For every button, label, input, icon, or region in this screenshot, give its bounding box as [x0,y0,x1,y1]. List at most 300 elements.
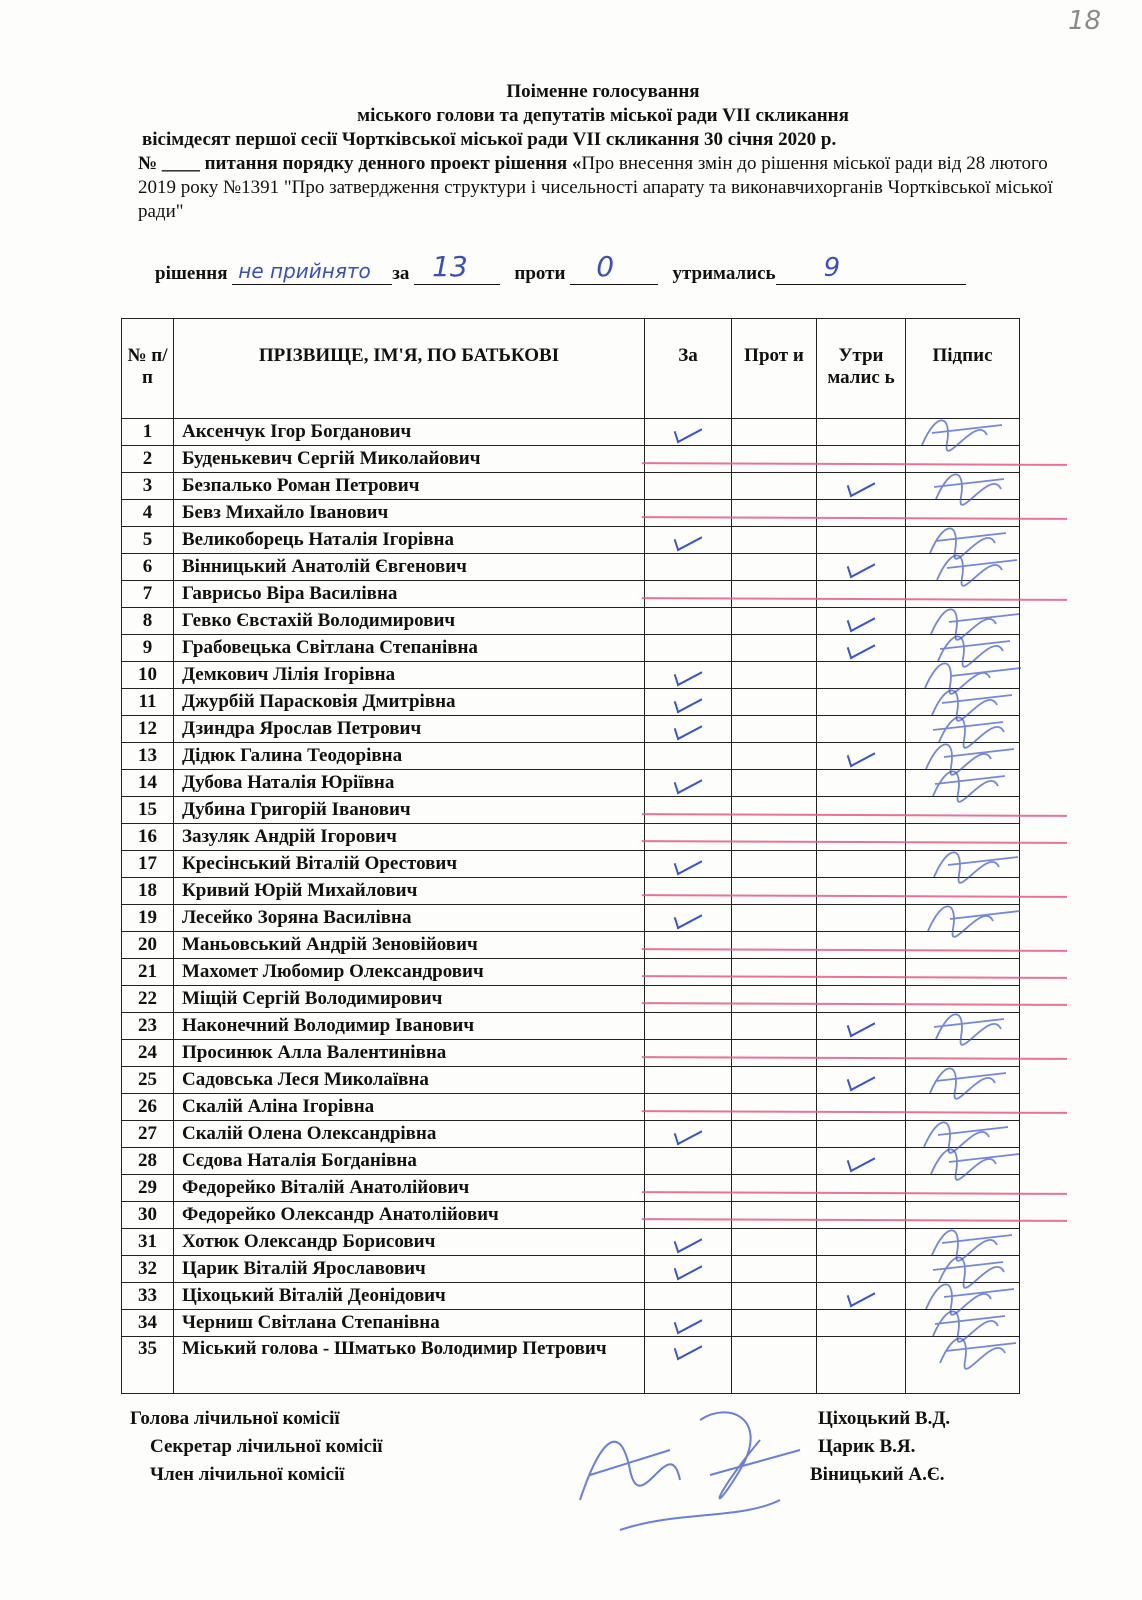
signature-cell [906,1337,1020,1394]
deputy-name: Буденькевич Сергій Миколайович [174,446,645,473]
table-row [122,743,1020,770]
deputy-name: Садовська Леся Миколаївна [174,1067,645,1094]
row-number: 9 [122,635,174,662]
vote-for-cell [645,1256,732,1283]
col-for-header: За [645,319,732,419]
row-number: 6 [122,554,174,581]
vote-for-cell [645,635,732,662]
deputy-name: Аксенчук Ігор Богданович [174,419,645,446]
document-header [138,80,1068,224]
table-row [122,446,1020,473]
vote-against-cell [732,446,817,473]
vote-against-cell [732,608,817,635]
table-row [122,527,1020,554]
vote-abstain-cell [817,797,906,824]
decision-line [155,250,966,285]
row-number: 10 [122,662,174,689]
vote-for-cell [645,419,732,446]
deputy-name: Безпалько Роман Петрович [174,473,645,500]
table-row [122,851,1020,878]
checkmark-icon [847,1013,875,1038]
for-count: 13 [432,250,468,283]
checkmark-icon [847,635,875,660]
secretary-name: Царик В.Я. [818,1436,916,1457]
abstain-count-field [776,253,966,285]
signature-cell [906,1202,1020,1229]
vote-against-cell [732,527,817,554]
vote-abstain-cell [817,419,906,446]
row-number: 20 [122,932,174,959]
vote-abstain-cell [817,1121,906,1148]
signature-cell [906,797,1020,824]
signature-cell [906,446,1020,473]
signature-cell [906,770,1020,797]
vote-against-cell [732,581,817,608]
vote-abstain-cell [817,500,906,527]
table-row [122,1040,1020,1067]
vote-against-cell [732,770,817,797]
checkmark-icon [674,419,702,444]
vote-abstain-cell [817,608,906,635]
table-row [122,1175,1020,1202]
deputy-name: Федорейко Олександр Анатолійович [174,1202,645,1229]
deputy-name: Черниш Світлана Степанівна [174,1310,645,1337]
vote-against-cell [732,851,817,878]
vote-against-cell [732,878,817,905]
signature-cell [906,473,1020,500]
row-number: 34 [122,1310,174,1337]
table-row [122,500,1020,527]
vote-against-cell [732,554,817,581]
row-number: 31 [122,1229,174,1256]
agenda-item [138,152,1068,224]
row-number: 33 [122,1283,174,1310]
row-number: 35 [122,1337,174,1394]
vote-for-cell [645,689,732,716]
deputy-name: Демкович Лілія Ігорівна [174,662,645,689]
table-row [122,608,1020,635]
vote-for-cell [645,554,732,581]
session-line: вісімдесят першої сесії Чортківської міської ради VII скликання 30 січня 2020 р. [142,129,837,150]
chair-name: Ціхоцький В.Д. [818,1408,951,1429]
vote-for-cell [645,608,732,635]
table-row [122,986,1020,1013]
member-name: Віницький А.Є. [810,1464,945,1485]
checkmark-icon [674,662,702,687]
vote-against-cell [732,1283,817,1310]
table-row [122,824,1020,851]
vote-abstain-cell [817,1148,906,1175]
vote-abstain-cell [817,986,906,1013]
vote-for-cell [645,770,732,797]
vote-against-cell [732,1202,817,1229]
table-row [122,473,1020,500]
table-row [122,878,1020,905]
agenda-item-title: Про внесення змін до рішення міської ради від 28 лютого 2019 року №1391 "Про затвердження структури і чисельності апарату та виконавчихорганів Чортківської міської ради" [138,153,1053,222]
vote-against-cell [732,500,817,527]
table-row [122,1283,1020,1310]
commission-signatures [560,1380,820,1540]
vote-for-cell [645,1040,732,1067]
abstain-count: 9 [823,253,841,283]
signature-cell [906,1013,1020,1040]
vote-for-cell [645,1094,732,1121]
table-row [122,1121,1020,1148]
vote-abstain-cell [817,1175,906,1202]
row-number: 14 [122,770,174,797]
signature-cell [906,554,1020,581]
vote-against-cell [732,1256,817,1283]
vote-against-cell [732,1040,817,1067]
deputy-name: Ціхоцький Віталій Деонідович [174,1283,645,1310]
signature-cell [906,1094,1020,1121]
decision-result-handwritten: не прийнято [238,259,371,283]
vote-abstain-cell [817,959,906,986]
checkmark-icon [674,1336,702,1361]
signature-cell [906,635,1020,662]
checkmark-icon [847,743,875,768]
vote-against-cell [732,473,817,500]
table-row [122,581,1020,608]
vote-against-cell [732,1013,817,1040]
signature-cell [906,878,1020,905]
row-number: 27 [122,1121,174,1148]
vote-for-cell [645,716,732,743]
vote-abstain-cell [817,770,906,797]
vote-against-cell [732,932,817,959]
deputy-name: Джурбій Парасковія Дмитрівна [174,689,645,716]
deputy-name: Грабовецька Світлана Степанівна [174,635,645,662]
table-row [122,1094,1020,1121]
vote-against-cell [732,689,817,716]
vote-abstain-cell [817,878,906,905]
row-number: 26 [122,1094,174,1121]
table-row [122,1337,1020,1394]
vote-against-cell [732,1148,817,1175]
secretary-label: Секретар лічильної комісії [150,1436,383,1457]
checkmark-icon [674,527,702,552]
row-number: 25 [122,1067,174,1094]
signature-cell [906,689,1020,716]
signature-cell [906,527,1020,554]
col-abstain-header: Утри малис ь [817,319,906,419]
table-row [122,1202,1020,1229]
vote-abstain-cell [817,1310,906,1337]
checkmark-icon [674,689,702,714]
against-count-field [570,250,658,285]
signature-cell [906,1148,1020,1175]
table-row [122,959,1020,986]
vote-against-cell [732,1310,817,1337]
row-number: 16 [122,824,174,851]
signature-cell [906,959,1020,986]
vote-for-cell [645,824,732,851]
table-row [122,635,1020,662]
vote-for-cell [645,1175,732,1202]
vote-for-cell [645,662,732,689]
table-row [122,797,1020,824]
row-number: 17 [122,851,174,878]
row-number: 29 [122,1175,174,1202]
abstain-label: утримались [672,263,776,284]
deputy-name: Дідюк Галина Теодорівна [174,743,645,770]
col-num-header: № п/п [122,319,174,419]
signature-cell [906,1040,1020,1067]
vote-abstain-cell [817,689,906,716]
signature-cell [906,662,1020,689]
vote-against-cell [732,959,817,986]
row-number: 1 [122,419,174,446]
signature-cell [906,743,1020,770]
vote-for-cell [645,878,732,905]
checkmark-icon [847,1067,875,1092]
table-row [122,1013,1020,1040]
vote-for-cell [645,527,732,554]
deputy-name: Кресінський Віталій Орестович [174,851,645,878]
signature-cell [906,905,1020,932]
checkmark-icon [847,608,875,633]
decision-result-field [232,259,392,285]
vote-for-cell [645,1013,732,1040]
vote-abstain-cell [817,1040,906,1067]
vote-abstain-cell [817,1229,906,1256]
vote-for-cell [645,1202,732,1229]
row-number: 30 [122,1202,174,1229]
vote-for-cell [645,986,732,1013]
checkmark-icon [674,1121,702,1146]
title: Поіменне голосування [506,81,700,102]
vote-for-cell [645,797,732,824]
roll-call-table [121,318,1020,1394]
deputy-name: Міський голова - Шматько Володимир Петрович [174,1337,645,1394]
signature-cell [906,581,1020,608]
row-number: 5 [122,527,174,554]
subtitle: міського голови та депутатів міської ради VII скликання [357,105,849,126]
against-count: 0 [596,250,615,283]
table-row [122,1256,1020,1283]
checkmark-icon [847,473,875,498]
vote-for-cell [645,1310,732,1337]
table-row [122,932,1020,959]
vote-abstain-cell [817,662,906,689]
deputy-name: Гевко Євстахій Володимирович [174,608,645,635]
vote-against-cell [732,824,817,851]
deputy-name: Великоборець Наталія Ігорівна [174,527,645,554]
deputy-name: Просинюк Алла Валентинівна [174,1040,645,1067]
vote-for-cell [645,932,732,959]
deputy-name: Наконечний Володимир Іванович [174,1013,645,1040]
signature-cell [906,716,1020,743]
table-row [122,554,1020,581]
vote-for-cell [645,1337,732,1394]
vote-against-cell [732,1175,817,1202]
vote-against-cell [732,905,817,932]
vote-for-cell [645,1283,732,1310]
row-number: 8 [122,608,174,635]
row-number: 12 [122,716,174,743]
signature-cell [906,851,1020,878]
table-row [122,662,1020,689]
checkmark-icon [674,716,702,741]
signature-cell [906,932,1020,959]
vote-for-cell [645,1067,732,1094]
deputy-name: Бевз Михайло Іванович [174,500,645,527]
row-number: 3 [122,473,174,500]
table-row [122,1310,1020,1337]
vote-against-cell [732,1229,817,1256]
decision-label: рішення [155,263,228,284]
against-label: проти [514,263,566,284]
deputy-name: Гаврисьо Віра Василівна [174,581,645,608]
table-header-row [122,319,1020,419]
vote-abstain-cell [817,1013,906,1040]
page-number: 18 [1068,6,1102,36]
signature-cell [906,1229,1020,1256]
signature-cell [906,1121,1020,1148]
deputy-name: Зазуляк Андрій Ігорович [174,824,645,851]
row-number: 28 [122,1148,174,1175]
checkmark-icon [847,1283,875,1308]
signature-cell [906,419,1020,446]
vote-abstain-cell [817,1283,906,1310]
deputy-name: Царик Віталій Ярославович [174,1256,645,1283]
vote-abstain-cell [817,1067,906,1094]
checkmark-icon [674,1310,702,1335]
vote-for-cell [645,1121,732,1148]
deputy-name: Федорейко Віталій Анатолійович [174,1175,645,1202]
signature-cell [906,1175,1020,1202]
vote-for-cell [645,905,732,932]
agenda-item-number: № ____ питання порядку денного проект рішення « [138,153,582,174]
for-label: за [392,263,410,284]
table-row [122,1229,1020,1256]
row-number: 23 [122,1013,174,1040]
vote-for-cell [645,446,732,473]
checkmark-icon [674,1256,702,1281]
vote-abstain-cell [817,1256,906,1283]
signature-cell [906,824,1020,851]
checkmark-icon [674,1229,702,1254]
signature-cell [906,1067,1020,1094]
vote-abstain-cell [817,824,906,851]
row-number: 2 [122,446,174,473]
deputy-name: Вінницький Анатолій Євгенович [174,554,645,581]
chair-label: Голова лічильної комісії [130,1408,340,1429]
vote-abstain-cell [817,932,906,959]
vote-against-cell [732,716,817,743]
vote-abstain-cell [817,473,906,500]
vote-abstain-cell [817,905,906,932]
deputy-name: Кривий Юрій Михайлович [174,878,645,905]
table-row [122,716,1020,743]
vote-for-cell [645,581,732,608]
vote-against-cell [732,1337,817,1394]
vote-for-cell [645,1229,732,1256]
vote-against-cell [732,662,817,689]
row-number: 18 [122,878,174,905]
row-number: 15 [122,797,174,824]
vote-against-cell [732,797,817,824]
vote-for-cell [645,500,732,527]
row-number: 32 [122,1256,174,1283]
vote-against-cell [732,1067,817,1094]
vote-abstain-cell [817,581,906,608]
vote-abstain-cell [817,1094,906,1121]
row-number: 4 [122,500,174,527]
vote-abstain-cell [817,1337,906,1394]
vote-for-cell [645,851,732,878]
deputy-name: Сєдова Наталія Богданівна [174,1148,645,1175]
deputy-name: Махомет Любомир Олександрович [174,959,645,986]
vote-against-cell [732,743,817,770]
checkmark-icon [847,1148,875,1173]
col-signature-header: Підпис [906,319,1020,419]
row-number: 21 [122,959,174,986]
deputy-name: Скалій Олена Олександрівна [174,1121,645,1148]
vote-abstain-cell [817,851,906,878]
signature-cell [906,986,1020,1013]
deputy-name: Маньовський Андрій Зеновійович [174,932,645,959]
deputy-name: Скалій Аліна Ігорівна [174,1094,645,1121]
deputy-name: Дзиндра Ярослав Петрович [174,716,645,743]
vote-abstain-cell [817,716,906,743]
deputy-name: Лесейко Зоряна Василівна [174,905,645,932]
table-row [122,1148,1020,1175]
vote-against-cell [732,419,817,446]
vote-abstain-cell [817,446,906,473]
vote-for-cell [645,1148,732,1175]
vote-abstain-cell [817,554,906,581]
deputy-name: Хотюк Олександр Борисович [174,1229,645,1256]
row-number: 11 [122,689,174,716]
row-number: 22 [122,986,174,1013]
vote-against-cell [732,635,817,662]
vote-for-cell [645,473,732,500]
checkmark-icon [674,770,702,795]
row-number: 24 [122,1040,174,1067]
checkmark-icon [847,554,875,579]
signature-cell [906,1283,1020,1310]
table-row [122,689,1020,716]
vote-against-cell [732,1121,817,1148]
vote-against-cell [732,986,817,1013]
member-label: Член лічильної комісії [150,1464,345,1485]
row-number: 19 [122,905,174,932]
deputy-name: Дубина Григорій Іванович [174,797,645,824]
signature-cell [906,1256,1020,1283]
signature-cell [906,1310,1020,1337]
for-count-field [414,250,500,285]
col-name-header: ПРІЗВИЩЕ, ІМ'Я, ПО БАТЬКОВІ [174,319,645,419]
signature-cell [906,608,1020,635]
vote-for-cell [645,959,732,986]
row-number: 7 [122,581,174,608]
vote-for-cell [645,743,732,770]
vote-against-cell [732,1094,817,1121]
signature-cell [906,500,1020,527]
table-row [122,770,1020,797]
checkmark-icon [674,851,702,876]
deputy-name: Міщій Сергій Володимирович [174,986,645,1013]
vote-abstain-cell [817,1202,906,1229]
table-row [122,905,1020,932]
deputy-name: Дубова Наталія Юріївна [174,770,645,797]
table-row [122,1067,1020,1094]
col-against-header: Прот и [732,319,817,419]
vote-abstain-cell [817,635,906,662]
table-row [122,419,1020,446]
row-number: 13 [122,743,174,770]
